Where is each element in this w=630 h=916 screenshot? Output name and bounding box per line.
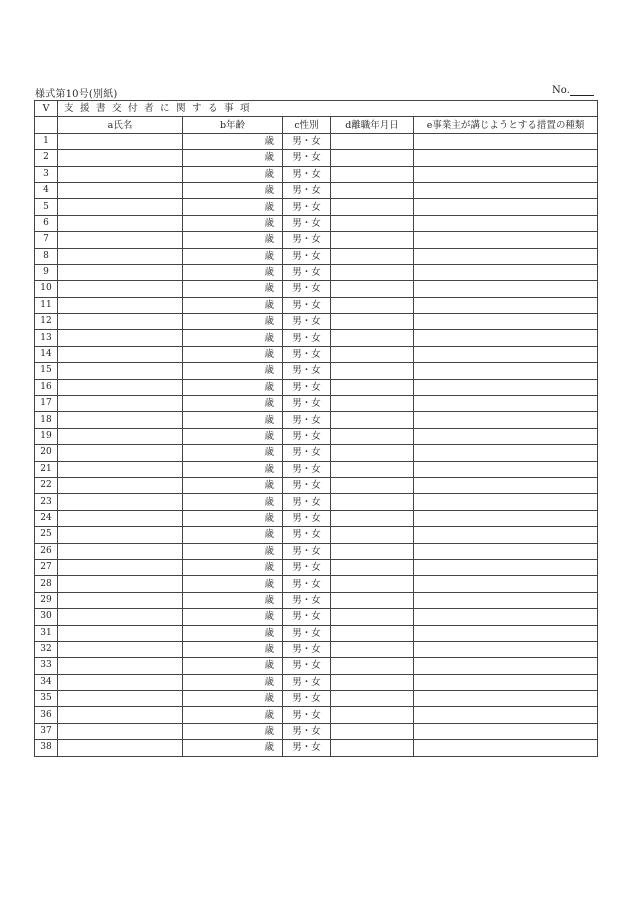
age-cell[interactable]: 歳: [183, 396, 283, 412]
document-number-label: No.: [552, 85, 570, 96]
row-number: 35: [35, 691, 58, 707]
measures-cell[interactable]: [414, 297, 598, 313]
sex-cell[interactable]: 男・女: [283, 674, 331, 690]
age-cell[interactable]: 歳: [183, 150, 283, 166]
table-row: [35, 314, 598, 330]
leave-date-cell[interactable]: [331, 674, 414, 690]
name-cell[interactable]: [58, 510, 183, 526]
row-number: 13: [35, 330, 58, 346]
row-number: 9: [35, 264, 58, 280]
name-cell[interactable]: [58, 412, 183, 428]
measures-cell[interactable]: [414, 641, 598, 657]
name-cell[interactable]: [58, 461, 183, 477]
leave-date-cell[interactable]: [331, 264, 414, 280]
sex-cell[interactable]: 男・女: [283, 641, 331, 657]
leave-date-cell[interactable]: [331, 182, 414, 198]
measures-cell[interactable]: [414, 150, 598, 166]
name-cell[interactable]: [58, 150, 183, 166]
table-row: [35, 281, 598, 297]
age-cell[interactable]: 歳: [183, 494, 283, 510]
sex-cell[interactable]: 男・女: [283, 559, 331, 575]
age-cell[interactable]: 歳: [183, 461, 283, 477]
leave-date-cell[interactable]: [331, 691, 414, 707]
name-cell[interactable]: [58, 543, 183, 559]
measures-cell[interactable]: [414, 428, 598, 444]
sex-cell[interactable]: 男・女: [283, 281, 331, 297]
measures-cell[interactable]: [414, 215, 598, 231]
row-number: 10: [35, 281, 58, 297]
table-row: [35, 592, 598, 608]
table-row: [35, 248, 598, 264]
row-number: 3: [35, 166, 58, 182]
row-number: 17: [35, 396, 58, 412]
measures-cell[interactable]: [414, 559, 598, 575]
name-cell[interactable]: [58, 494, 183, 510]
name-cell[interactable]: [58, 723, 183, 739]
table-row: [35, 215, 598, 231]
measures-cell[interactable]: [414, 707, 598, 723]
measures-cell[interactable]: [414, 625, 598, 641]
row-number: 15: [35, 363, 58, 379]
leave-date-cell[interactable]: [331, 396, 414, 412]
table-row: [35, 445, 598, 461]
age-cell[interactable]: 歳: [183, 133, 283, 149]
measures-cell[interactable]: [414, 412, 598, 428]
name-cell[interactable]: [58, 396, 183, 412]
table-row: [35, 707, 598, 723]
name-cell[interactable]: [58, 166, 183, 182]
measures-cell[interactable]: [414, 445, 598, 461]
name-cell[interactable]: [58, 576, 183, 592]
row-number: 2: [35, 150, 58, 166]
row-number: 21: [35, 461, 58, 477]
leave-date-cell[interactable]: [331, 494, 414, 510]
table-row: [35, 641, 598, 657]
row-number: 34: [35, 674, 58, 690]
sex-cell[interactable]: 男・女: [283, 314, 331, 330]
leave-date-cell[interactable]: [331, 248, 414, 264]
sex-cell[interactable]: 男・女: [283, 363, 331, 379]
table-row: [35, 740, 598, 756]
leave-date-cell[interactable]: [331, 363, 414, 379]
name-cell[interactable]: [58, 527, 183, 543]
table-row: [35, 412, 598, 428]
age-cell[interactable]: 歳: [183, 314, 283, 330]
name-cell[interactable]: [58, 691, 183, 707]
age-cell[interactable]: 歳: [183, 379, 283, 395]
leave-date-cell[interactable]: [331, 510, 414, 526]
age-cell[interactable]: 歳: [183, 641, 283, 657]
leave-date-cell[interactable]: [331, 707, 414, 723]
measures-cell[interactable]: [414, 674, 598, 690]
leave-date-cell[interactable]: [331, 592, 414, 608]
row-number: 37: [35, 723, 58, 739]
row-number: 22: [35, 477, 58, 493]
measures-cell[interactable]: [414, 527, 598, 543]
sex-cell[interactable]: 男・女: [283, 527, 331, 543]
sex-cell[interactable]: 男・女: [283, 248, 331, 264]
name-cell[interactable]: [58, 264, 183, 280]
sex-cell[interactable]: 男・女: [283, 658, 331, 674]
row-number: 30: [35, 609, 58, 625]
name-cell[interactable]: [58, 346, 183, 362]
table-row: [35, 330, 598, 346]
measures-cell[interactable]: [414, 346, 598, 362]
row-number: 25: [35, 527, 58, 543]
section-title: 支援書交付者に関する事項: [58, 101, 598, 117]
measures-cell[interactable]: [414, 576, 598, 592]
name-cell[interactable]: [58, 592, 183, 608]
table-row: [35, 379, 598, 395]
leave-date-cell[interactable]: [331, 461, 414, 477]
measures-cell[interactable]: [414, 248, 598, 264]
header-age: b年齢: [183, 117, 283, 133]
name-cell[interactable]: [58, 428, 183, 444]
name-cell[interactable]: [58, 133, 183, 149]
sex-cell[interactable]: 男・女: [283, 707, 331, 723]
table-row: [35, 543, 598, 559]
leave-date-cell[interactable]: [331, 346, 414, 362]
table-row: [35, 363, 598, 379]
age-cell[interactable]: 歳: [183, 740, 283, 756]
row-number: 28: [35, 576, 58, 592]
measures-cell[interactable]: [414, 182, 598, 198]
row-number: 32: [35, 641, 58, 657]
table-row: [35, 691, 598, 707]
sex-cell[interactable]: 男・女: [283, 740, 331, 756]
sex-cell[interactable]: 男・女: [283, 182, 331, 198]
table-row: [35, 150, 598, 166]
leave-date-cell[interactable]: [331, 281, 414, 297]
sex-cell[interactable]: 男・女: [283, 199, 331, 215]
measures-cell[interactable]: [414, 133, 598, 149]
measures-cell[interactable]: [414, 461, 598, 477]
sex-cell[interactable]: 男・女: [283, 625, 331, 641]
row-number: 24: [35, 510, 58, 526]
sex-cell[interactable]: 男・女: [283, 609, 331, 625]
row-number: 4: [35, 182, 58, 198]
table-row: [35, 723, 598, 739]
age-cell[interactable]: 歳: [183, 264, 283, 280]
age-cell[interactable]: 歳: [183, 576, 283, 592]
row-number: 7: [35, 232, 58, 248]
leave-date-cell[interactable]: [331, 543, 414, 559]
row-number: 8: [35, 248, 58, 264]
sex-cell[interactable]: 男・女: [283, 510, 331, 526]
age-cell[interactable]: 歳: [183, 232, 283, 248]
row-number: 26: [35, 543, 58, 559]
measures-cell[interactable]: [414, 691, 598, 707]
leave-date-cell[interactable]: [331, 166, 414, 182]
age-cell[interactable]: 歳: [183, 281, 283, 297]
leave-date-cell[interactable]: [331, 412, 414, 428]
row-number: 27: [35, 559, 58, 575]
table-row: [35, 576, 598, 592]
age-cell[interactable]: 歳: [183, 166, 283, 182]
table-row: [35, 510, 598, 526]
row-number: 19: [35, 428, 58, 444]
table-row: [35, 494, 598, 510]
leave-date-cell[interactable]: [331, 199, 414, 215]
age-cell[interactable]: 歳: [183, 674, 283, 690]
name-cell[interactable]: [58, 248, 183, 264]
table-row: [35, 625, 598, 641]
measures-cell[interactable]: [414, 658, 598, 674]
leave-date-cell[interactable]: [331, 740, 414, 756]
leave-date-cell[interactable]: [331, 527, 414, 543]
age-cell[interactable]: 歳: [183, 363, 283, 379]
name-cell[interactable]: [58, 281, 183, 297]
age-cell[interactable]: 歳: [183, 297, 283, 313]
age-cell[interactable]: 歳: [183, 477, 283, 493]
sex-cell[interactable]: 男・女: [283, 396, 331, 412]
age-cell[interactable]: 歳: [183, 215, 283, 231]
table-row: [35, 133, 598, 149]
row-number: 1: [35, 133, 58, 149]
table-row: [35, 232, 598, 248]
measures-cell[interactable]: [414, 264, 598, 280]
table-row: [35, 559, 598, 575]
sex-cell[interactable]: 男・女: [283, 133, 331, 149]
leave-date-cell[interactable]: [331, 297, 414, 313]
leave-date-cell[interactable]: [331, 658, 414, 674]
sex-cell[interactable]: 男・女: [283, 543, 331, 559]
age-cell[interactable]: 歳: [183, 510, 283, 526]
support-recipients-table: [34, 100, 598, 757]
name-cell[interactable]: [58, 379, 183, 395]
table-row: [35, 461, 598, 477]
table-row: [35, 264, 598, 280]
row-number: 14: [35, 346, 58, 362]
measures-cell[interactable]: [414, 379, 598, 395]
age-cell[interactable]: 歳: [183, 428, 283, 444]
row-number: 31: [35, 625, 58, 641]
sex-cell[interactable]: 男・女: [283, 592, 331, 608]
header-measures: e事業主が講じようとする措置の種類: [414, 117, 598, 133]
leave-date-cell[interactable]: [331, 723, 414, 739]
age-cell[interactable]: 歳: [183, 445, 283, 461]
sex-cell[interactable]: 男・女: [283, 428, 331, 444]
measures-cell[interactable]: [414, 314, 598, 330]
leave-date-cell[interactable]: [331, 314, 414, 330]
name-cell[interactable]: [58, 477, 183, 493]
leave-date-cell[interactable]: [331, 379, 414, 395]
leave-date-cell[interactable]: [331, 477, 414, 493]
name-cell[interactable]: [58, 363, 183, 379]
sex-cell[interactable]: 男・女: [283, 445, 331, 461]
row-number: 29: [35, 592, 58, 608]
leave-date-cell[interactable]: [331, 576, 414, 592]
leave-date-cell[interactable]: [331, 150, 414, 166]
age-cell[interactable]: 歳: [183, 625, 283, 641]
leave-date-cell[interactable]: [331, 609, 414, 625]
measures-cell[interactable]: [414, 477, 598, 493]
leave-date-cell[interactable]: [331, 330, 414, 346]
sex-cell[interactable]: 男・女: [283, 379, 331, 395]
table-row: [35, 658, 598, 674]
document-number-blank[interactable]: [570, 85, 594, 96]
name-cell[interactable]: [58, 641, 183, 657]
table-row: [35, 527, 598, 543]
header-index: [35, 117, 58, 133]
age-cell[interactable]: 歳: [183, 691, 283, 707]
row-number: 6: [35, 215, 58, 231]
row-number: 16: [35, 379, 58, 395]
section-code: V: [35, 101, 58, 117]
name-cell[interactable]: [58, 740, 183, 756]
row-number: 5: [35, 199, 58, 215]
name-cell[interactable]: [58, 674, 183, 690]
row-number: 18: [35, 412, 58, 428]
name-cell[interactable]: [58, 625, 183, 641]
table-row: [35, 297, 598, 313]
row-number: 33: [35, 658, 58, 674]
age-cell[interactable]: 歳: [183, 658, 283, 674]
name-cell[interactable]: [58, 297, 183, 313]
leave-date-cell[interactable]: [331, 232, 414, 248]
age-cell[interactable]: 歳: [183, 543, 283, 559]
sex-cell[interactable]: 男・女: [283, 166, 331, 182]
measures-cell[interactable]: [414, 740, 598, 756]
measures-cell[interactable]: [414, 494, 598, 510]
measures-cell[interactable]: [414, 609, 598, 625]
column-header-row: [35, 117, 598, 133]
leave-date-cell[interactable]: [331, 215, 414, 231]
sex-cell[interactable]: 男・女: [283, 576, 331, 592]
row-number: 36: [35, 707, 58, 723]
age-cell[interactable]: 歳: [183, 592, 283, 608]
measures-cell[interactable]: [414, 199, 598, 215]
age-cell[interactable]: 歳: [183, 723, 283, 739]
name-cell[interactable]: [58, 199, 183, 215]
name-cell[interactable]: [58, 609, 183, 625]
row-number: 20: [35, 445, 58, 461]
measures-cell[interactable]: [414, 166, 598, 182]
row-number: 11: [35, 297, 58, 313]
age-cell[interactable]: 歳: [183, 346, 283, 362]
sex-cell[interactable]: 男・女: [283, 330, 331, 346]
measures-cell[interactable]: [414, 232, 598, 248]
row-number: 38: [35, 740, 58, 756]
name-cell[interactable]: [58, 182, 183, 198]
section-header-row: [35, 101, 598, 117]
sex-cell[interactable]: 男・女: [283, 232, 331, 248]
table-row: [35, 199, 598, 215]
measures-cell[interactable]: [414, 396, 598, 412]
table-row: [35, 609, 598, 625]
name-cell[interactable]: [58, 215, 183, 231]
header-sex: c性別: [283, 117, 331, 133]
table-row: [35, 346, 598, 362]
leave-date-cell[interactable]: [331, 559, 414, 575]
age-cell[interactable]: 歳: [183, 199, 283, 215]
age-cell[interactable]: 歳: [183, 182, 283, 198]
sex-cell[interactable]: 男・女: [283, 346, 331, 362]
table-row: [35, 477, 598, 493]
measures-cell[interactable]: [414, 281, 598, 297]
row-number: 23: [35, 494, 58, 510]
row-number: 12: [35, 314, 58, 330]
measures-cell[interactable]: [414, 363, 598, 379]
leave-date-cell[interactable]: [331, 428, 414, 444]
leave-date-cell[interactable]: [331, 641, 414, 657]
name-cell[interactable]: [58, 658, 183, 674]
sex-cell[interactable]: 男・女: [283, 150, 331, 166]
table-row: [35, 396, 598, 412]
sex-cell[interactable]: 男・女: [283, 494, 331, 510]
header-name: a氏名: [58, 117, 183, 133]
measures-cell[interactable]: [414, 330, 598, 346]
name-cell[interactable]: [58, 330, 183, 346]
sex-cell[interactable]: 男・女: [283, 461, 331, 477]
sex-cell[interactable]: 男・女: [283, 412, 331, 428]
sex-cell[interactable]: 男・女: [283, 723, 331, 739]
sex-cell[interactable]: 男・女: [283, 691, 331, 707]
leave-date-cell[interactable]: [331, 133, 414, 149]
table-row: [35, 428, 598, 444]
age-cell[interactable]: 歳: [183, 248, 283, 264]
measures-cell[interactable]: [414, 592, 598, 608]
measures-cell[interactable]: [414, 510, 598, 526]
name-cell[interactable]: [58, 707, 183, 723]
leave-date-cell[interactable]: [331, 625, 414, 641]
name-cell[interactable]: [58, 559, 183, 575]
form-number-label: 様式第10号(別紙): [35, 89, 118, 100]
name-cell[interactable]: [58, 445, 183, 461]
age-cell[interactable]: 歳: [183, 330, 283, 346]
age-cell[interactable]: 歳: [183, 707, 283, 723]
leave-date-cell[interactable]: [331, 445, 414, 461]
sex-cell[interactable]: 男・女: [283, 477, 331, 493]
name-cell[interactable]: [58, 314, 183, 330]
age-cell[interactable]: 歳: [183, 559, 283, 575]
document-number: [552, 85, 594, 96]
age-cell[interactable]: 歳: [183, 527, 283, 543]
measures-cell[interactable]: [414, 543, 598, 559]
age-cell[interactable]: 歳: [183, 609, 283, 625]
table-row: [35, 182, 598, 198]
table-row: [35, 674, 598, 690]
measures-cell[interactable]: [414, 723, 598, 739]
sex-cell[interactable]: 男・女: [283, 264, 331, 280]
header-leave-date: d離職年月日: [331, 117, 414, 133]
sex-cell[interactable]: 男・女: [283, 215, 331, 231]
table-row: [35, 166, 598, 182]
sex-cell[interactable]: 男・女: [283, 297, 331, 313]
name-cell[interactable]: [58, 232, 183, 248]
age-cell[interactable]: 歳: [183, 412, 283, 428]
